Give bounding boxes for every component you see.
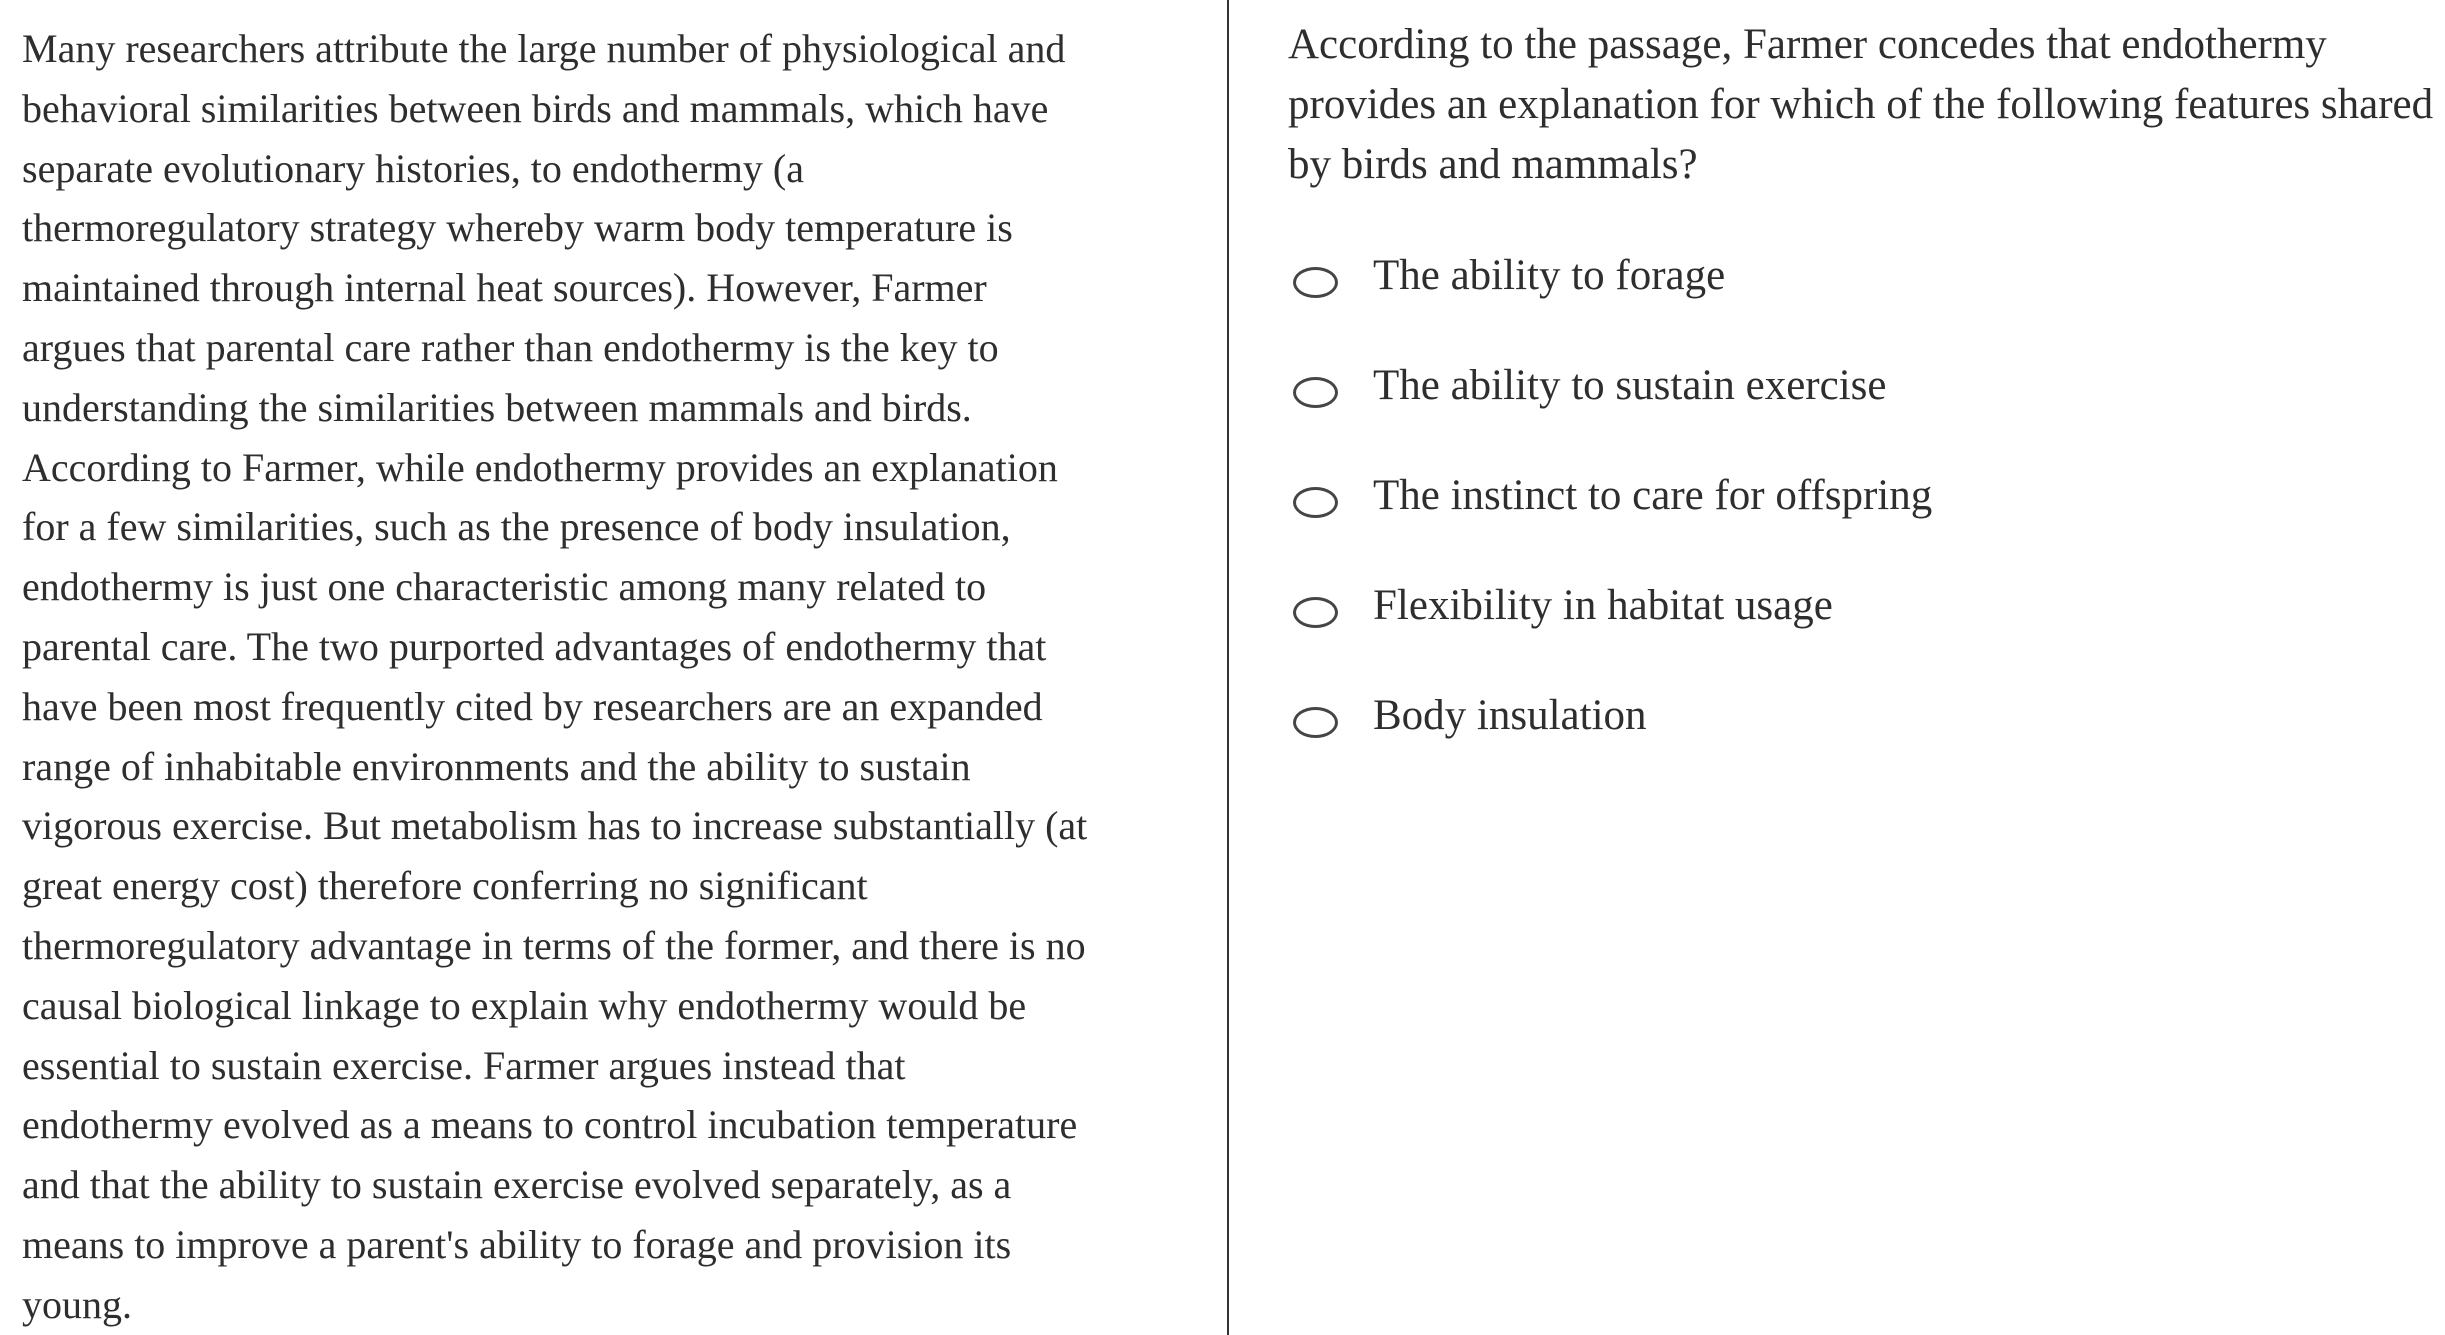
- pane-divider: [1227, 0, 1229, 1335]
- passage-line: for a few similarities, such as the presence of body insulation,: [22, 504, 1011, 550]
- answer-option-row[interactable]: [1288, 246, 2445, 306]
- passage-line: Many researchers attribute the large number of physiological and: [22, 26, 1066, 71]
- option-label[interactable]: The ability to sustain exercise: [1373, 362, 1887, 409]
- passage-line: means to improve a parent's ability to forage and provision its: [22, 1221, 1012, 1267]
- passage-line: great energy cost) therefore conferring no significant: [22, 863, 868, 909]
- radio-button-icon[interactable]: [1293, 487, 1338, 518]
- passage-line: vigorous exercise. But metabolism has to increase substantially (at: [22, 803, 1088, 849]
- passage-line: young.: [22, 1281, 132, 1327]
- question-text: [1288, 15, 2445, 195]
- answer-option-row[interactable]: [1288, 686, 2445, 746]
- option-label[interactable]: The instinct to care for offspring: [1373, 472, 1933, 519]
- question-line: According to the passage, Farmer concedes that endothermy: [1288, 21, 2327, 68]
- option-label[interactable]: Flexibility in habitat usage: [1373, 582, 1833, 629]
- passage-line: According to Farmer, while endothermy provides an explanation: [22, 444, 1058, 490]
- answer-option-row[interactable]: [1288, 576, 2445, 636]
- passage-line: understanding the similarities between mammals and birds.: [22, 384, 972, 430]
- radio-button-icon[interactable]: [1293, 377, 1338, 408]
- passage-line: behavioral similarities between birds and mammals, which have: [22, 85, 1049, 131]
- passage-line: argues that parental care rather than endothermy is the key to: [22, 324, 999, 370]
- passage-line: have been most frequently cited by researchers are an expanded: [22, 683, 1043, 729]
- radio-button-icon[interactable]: [1293, 707, 1338, 738]
- answer-option-row[interactable]: [1288, 466, 2445, 526]
- passage-line: endothermy is just one characteristic among many related to: [22, 564, 987, 610]
- passage-line: range of inhabitable environments and the ability to sustain: [22, 743, 971, 789]
- passage-panel: [22, 19, 1207, 1335]
- passage-line: thermoregulatory advantage in terms of the former, and there is no: [22, 922, 1086, 968]
- radio-button-icon[interactable]: [1293, 267, 1338, 298]
- answer-option-row[interactable]: [1288, 356, 2445, 416]
- question-line: provides an explanation for which of the following features shared: [1288, 81, 2434, 128]
- passage-line: separate evolutionary histories, to endothermy (a: [22, 145, 804, 191]
- option-label[interactable]: Body insulation: [1373, 692, 1647, 739]
- passage-line: causal biological linkage to explain why endothermy would be: [22, 982, 1027, 1028]
- question-line: by birds and mammals?: [1288, 141, 1698, 188]
- answer-options-list: [1288, 246, 2445, 746]
- passage-line: endothermy evolved as a means to control incubation temperature: [22, 1102, 1078, 1148]
- passage-line: and that the ability to sustain exercise evolved separately, as a: [22, 1162, 1012, 1208]
- passage-line: parental care. The two purported advantages of endothermy that: [22, 623, 1047, 669]
- passage-line: thermoregulatory strategy whereby warm body temperature is: [22, 205, 1013, 251]
- option-label[interactable]: The ability to forage: [1373, 252, 1726, 299]
- question-panel: [1288, 15, 2445, 796]
- radio-button-icon[interactable]: [1293, 597, 1338, 628]
- passage-line: essential to sustain exercise. Farmer argues instead that: [22, 1042, 906, 1088]
- passage-line: maintained through internal heat sources). However, Farmer: [22, 265, 987, 311]
